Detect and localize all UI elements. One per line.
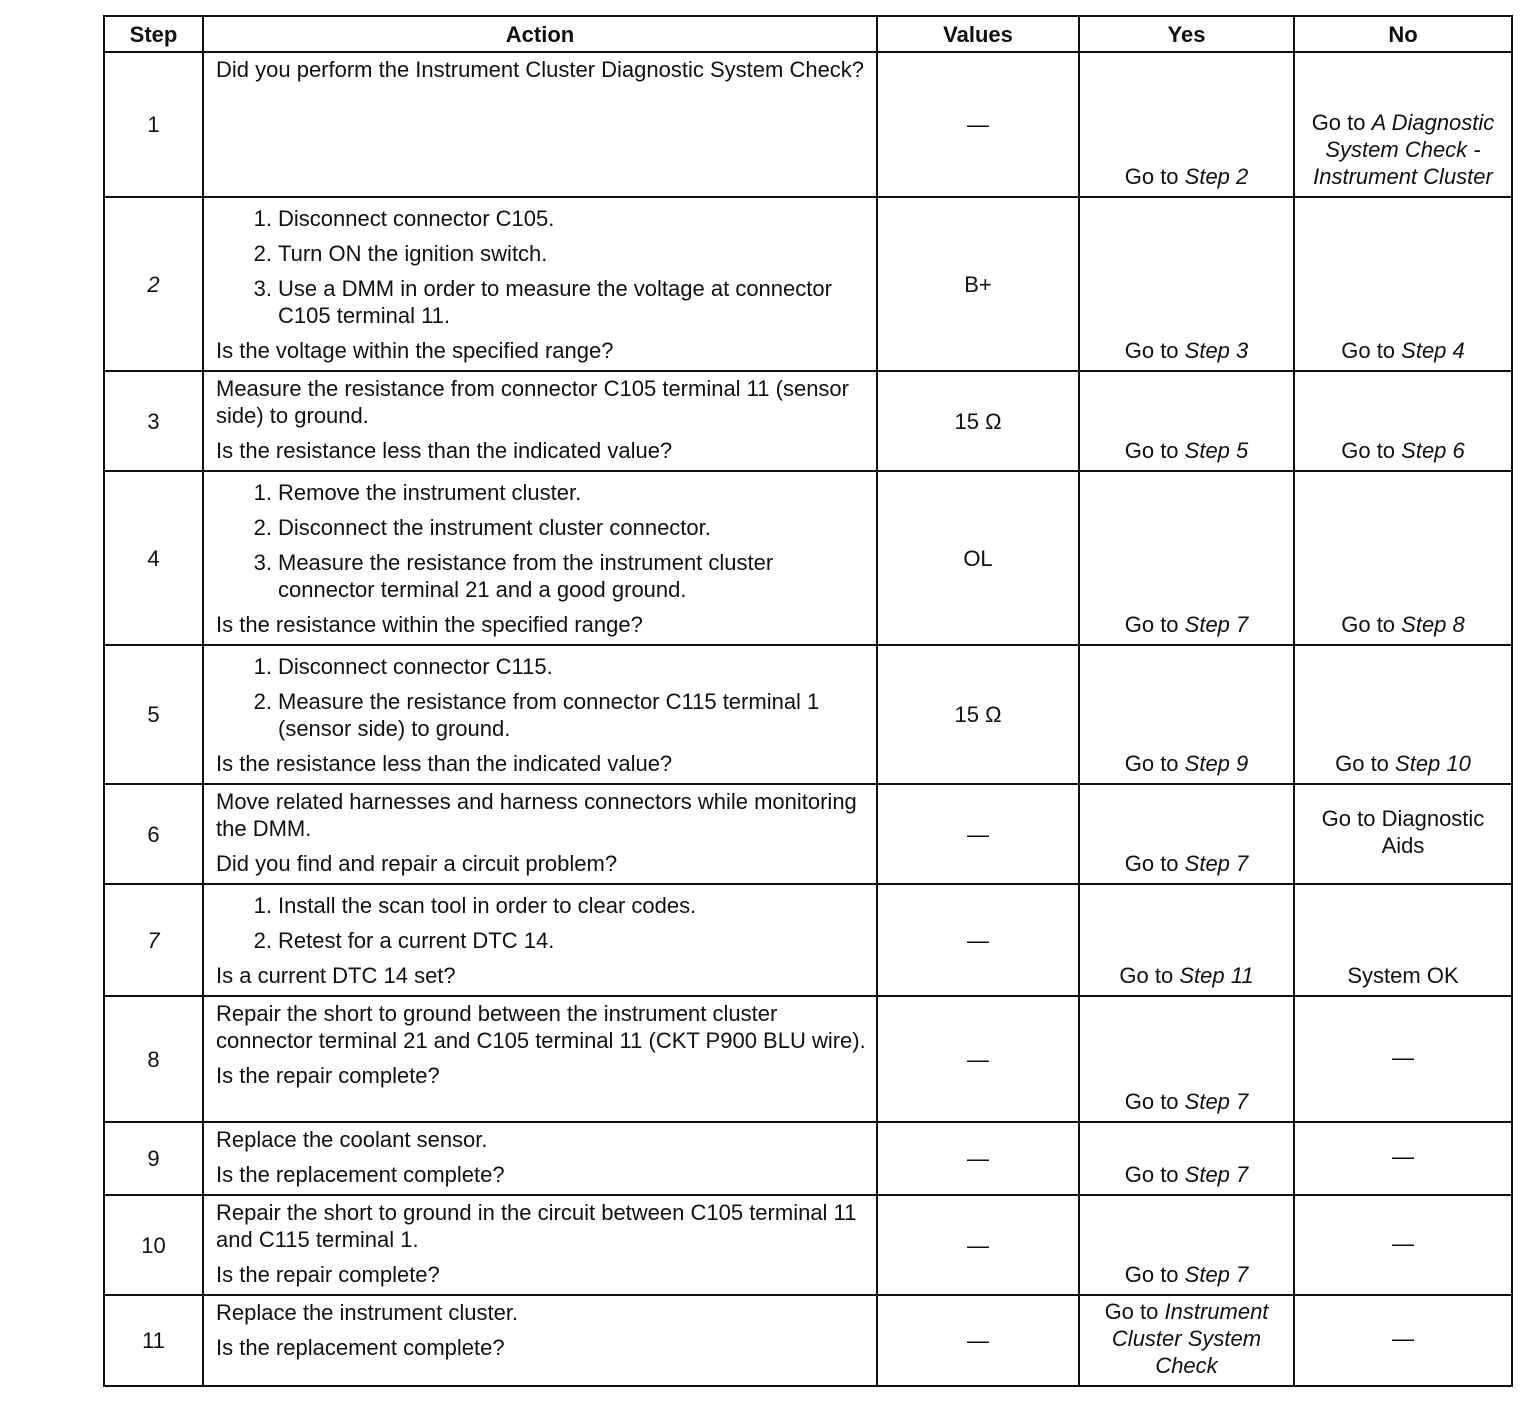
yes-target-step: Step 2 xyxy=(1184,164,1249,189)
list-item-number: 1. xyxy=(253,480,272,505)
no-cell xyxy=(1294,1295,1512,1386)
action-question: Is the resistance less than the indicated value? xyxy=(216,751,673,776)
no-text: — xyxy=(1392,1326,1414,1351)
list-item-text: Disconnect the instrument cluster connector. xyxy=(278,515,711,540)
action-cell xyxy=(203,996,877,1122)
no-cell xyxy=(1294,52,1512,197)
action-question: Is the repair complete? xyxy=(216,1262,440,1287)
yes-text: Go to xyxy=(1119,963,1180,988)
no-target-step: Step 6 xyxy=(1401,438,1465,463)
step-number: 4 xyxy=(104,471,203,645)
table-row xyxy=(104,471,1512,645)
action-text: Measure the resistance from connector C105 terminal 11 (sensor side) to ground. xyxy=(216,376,849,428)
yes-text: Go to xyxy=(1104,1299,1165,1324)
yes-cell xyxy=(1079,996,1294,1122)
list-item-number: 2. xyxy=(253,689,272,714)
no-cell xyxy=(1294,1122,1512,1195)
value-cell: — xyxy=(877,784,1079,884)
table-row xyxy=(104,1122,1512,1195)
yes-cell xyxy=(1079,1195,1294,1295)
value-cell: — xyxy=(877,1122,1079,1195)
list-item xyxy=(216,514,866,541)
value-cell: B+ xyxy=(877,197,1079,371)
no-cell xyxy=(1294,1195,1512,1295)
value-cell: OL xyxy=(877,471,1079,645)
no-target-step: Step 8 xyxy=(1401,612,1465,637)
action-cell xyxy=(203,471,877,645)
yes-target-step: Step 7 xyxy=(1184,1162,1249,1187)
action-question: Is the replacement complete? xyxy=(216,1335,505,1360)
value-cell: 15 Ω xyxy=(877,371,1079,471)
no-text: — xyxy=(1392,1230,1414,1256)
action-steps-list xyxy=(216,479,866,603)
yes-text: Go to xyxy=(1124,338,1185,363)
action-text: Did you perform the Instrument Cluster Diagnostic System Check? xyxy=(216,57,865,82)
no-cell xyxy=(1294,784,1512,884)
no-target-step: Step 4 xyxy=(1401,338,1465,363)
no-text: System OK xyxy=(1347,963,1459,988)
yes-text: Go to xyxy=(1124,438,1185,463)
yes-text: Go to xyxy=(1124,164,1185,189)
list-item xyxy=(216,892,866,919)
step-number: 6 xyxy=(104,784,203,884)
yes-cell xyxy=(1079,784,1294,884)
no-text: Go to xyxy=(1341,338,1402,363)
yes-target-step: Instrument Cluster System Check xyxy=(1111,1299,1269,1378)
action-question: Is the resistance within the specified range? xyxy=(216,612,643,637)
no-text: — xyxy=(1392,1044,1414,1070)
step-number: 11 xyxy=(104,1295,203,1386)
action-cell xyxy=(203,645,877,784)
yes-text: Go to xyxy=(1124,1162,1185,1187)
list-item xyxy=(216,240,866,267)
table-row xyxy=(104,884,1512,996)
yes-target-step: Step 7 xyxy=(1184,1089,1249,1114)
value-cell: — xyxy=(877,884,1079,996)
action-question: Is the replacement complete? xyxy=(216,1162,505,1187)
list-item xyxy=(216,549,866,603)
list-item-number: 2. xyxy=(253,515,272,540)
value-cell: — xyxy=(877,1195,1079,1295)
list-item-number: 3. xyxy=(253,276,272,301)
list-item-text: Measure the resistance from connector C115 terminal 1 (sensor side) to ground. xyxy=(278,689,820,741)
step-number: 5 xyxy=(104,645,203,784)
action-question: Is the resistance less than the indicated value? xyxy=(216,438,673,463)
no-text: Go to xyxy=(1335,751,1396,776)
action-cell xyxy=(203,197,877,371)
value-cell: — xyxy=(877,52,1079,197)
header-yes: Yes xyxy=(1079,16,1294,52)
table-row xyxy=(104,197,1512,371)
step-number: 2 xyxy=(104,197,203,371)
step-number: 10 xyxy=(104,1195,203,1295)
yes-cell xyxy=(1079,884,1294,996)
header-no: No xyxy=(1294,16,1512,52)
no-cell xyxy=(1294,996,1512,1122)
action-text: Repair the short to ground in the circuit between C105 terminal 11 and C115 terminal 1. xyxy=(216,1200,857,1252)
action-question: Did you find and repair a circuit problem? xyxy=(216,851,618,876)
list-item-number: 3. xyxy=(253,550,272,575)
yes-target-step: Step 5 xyxy=(1184,438,1249,463)
yes-cell xyxy=(1079,197,1294,371)
action-text: Move related harnesses and harness connectors while monitoring the DMM. xyxy=(216,789,857,841)
value-cell: — xyxy=(877,1295,1079,1386)
yes-cell xyxy=(1079,52,1294,197)
no-cell xyxy=(1294,197,1512,371)
step-number: 3 xyxy=(104,371,203,471)
list-item-text: Disconnect connector C115. xyxy=(278,654,553,679)
no-text: Go to xyxy=(1341,612,1402,637)
action-cell xyxy=(203,884,877,996)
no-cell xyxy=(1294,884,1512,996)
no-cell xyxy=(1294,645,1512,784)
list-item xyxy=(216,653,866,680)
list-item-number: 1. xyxy=(253,654,272,679)
list-item-text: Turn ON the ignition switch. xyxy=(278,241,548,266)
no-text: Go to xyxy=(1341,438,1402,463)
no-cell xyxy=(1294,371,1512,471)
table-body xyxy=(104,52,1512,1386)
list-item-text: Measure the resistance from the instrument cluster connector terminal 21 and a good ground. xyxy=(278,550,774,602)
list-item-number: 1. xyxy=(253,893,272,918)
action-steps-list xyxy=(216,892,866,954)
yes-cell xyxy=(1079,1122,1294,1195)
action-text: Repair the short to ground between the instrument cluster connector terminal 21 and C105 terminal 11 (CKT P900 BLU wire). xyxy=(216,1001,866,1053)
header-values: Values xyxy=(877,16,1079,52)
action-cell xyxy=(203,784,877,884)
yes-text: Go to xyxy=(1124,851,1185,876)
table-row xyxy=(104,52,1512,197)
table-row xyxy=(104,1295,1512,1386)
action-cell xyxy=(203,371,877,471)
table-row xyxy=(104,784,1512,884)
table-row xyxy=(104,645,1512,784)
list-item-text: Retest for a current DTC 14. xyxy=(278,928,555,953)
action-text: Replace the instrument cluster. xyxy=(216,1300,519,1325)
header-step: Step xyxy=(104,16,203,52)
no-target-step: A Diagnostic System Check - Instrument Cluster xyxy=(1313,110,1495,189)
list-item-number: 1. xyxy=(253,206,272,231)
yes-cell xyxy=(1079,1295,1294,1386)
table-row xyxy=(104,371,1512,471)
yes-cell xyxy=(1079,371,1294,471)
action-question: Is a current DTC 14 set? xyxy=(216,963,456,988)
list-item xyxy=(216,927,866,954)
step-number: 8 xyxy=(104,996,203,1122)
table-row xyxy=(104,996,1512,1122)
step-number: 1 xyxy=(104,52,203,197)
action-cell xyxy=(203,1122,877,1195)
list-item xyxy=(216,688,866,742)
header-action: Action xyxy=(203,16,877,52)
table-row xyxy=(104,1195,1512,1295)
list-item xyxy=(216,479,866,506)
table-header-row xyxy=(104,16,1512,52)
action-cell xyxy=(203,1195,877,1295)
yes-text: Go to xyxy=(1124,751,1185,776)
action-cell xyxy=(203,52,877,197)
action-cell xyxy=(203,1295,877,1386)
action-steps-list xyxy=(216,653,866,742)
value-cell: 15 Ω xyxy=(877,645,1079,784)
no-text: — xyxy=(1392,1144,1414,1169)
no-text: Go to xyxy=(1311,110,1372,135)
list-item-number: 2. xyxy=(253,241,272,266)
action-steps-list xyxy=(216,205,866,329)
action-question: Is the voltage within the specified range? xyxy=(216,338,614,363)
list-item-text: Use a DMM in order to measure the voltage at connector C105 terminal 11. xyxy=(278,276,832,328)
list-item-text: Install the scan tool in order to clear codes. xyxy=(278,893,697,918)
no-text: Go to Diagnostic Aids xyxy=(1321,806,1485,858)
yes-target-step: Step 7 xyxy=(1184,612,1249,637)
list-item-text: Disconnect connector C105. xyxy=(278,206,555,231)
list-item-text: Remove the instrument cluster. xyxy=(278,480,582,505)
yes-target-step: Step 11 xyxy=(1179,963,1254,988)
yes-cell xyxy=(1079,471,1294,645)
list-item xyxy=(216,275,866,329)
step-number: 7 xyxy=(104,884,203,996)
yes-target-step: Step 9 xyxy=(1184,751,1249,776)
yes-cell xyxy=(1079,645,1294,784)
step-number: 9 xyxy=(104,1122,203,1195)
action-text: Replace the coolant sensor. xyxy=(216,1127,488,1152)
yes-text: Go to xyxy=(1124,1262,1185,1287)
yes-text: Go to xyxy=(1124,612,1185,637)
list-item-number: 2. xyxy=(253,928,272,953)
no-target-step: Step 10 xyxy=(1395,751,1471,776)
yes-target-step: Step 7 xyxy=(1184,1262,1249,1287)
yes-target-step: Step 7 xyxy=(1184,851,1249,876)
value-cell: — xyxy=(877,996,1079,1122)
action-question: Is the repair complete? xyxy=(216,1063,440,1088)
list-item xyxy=(216,205,866,232)
diagnostic-table xyxy=(103,15,1513,1387)
yes-target-step: Step 3 xyxy=(1184,338,1249,363)
no-cell xyxy=(1294,471,1512,645)
yes-text: Go to xyxy=(1124,1089,1185,1114)
